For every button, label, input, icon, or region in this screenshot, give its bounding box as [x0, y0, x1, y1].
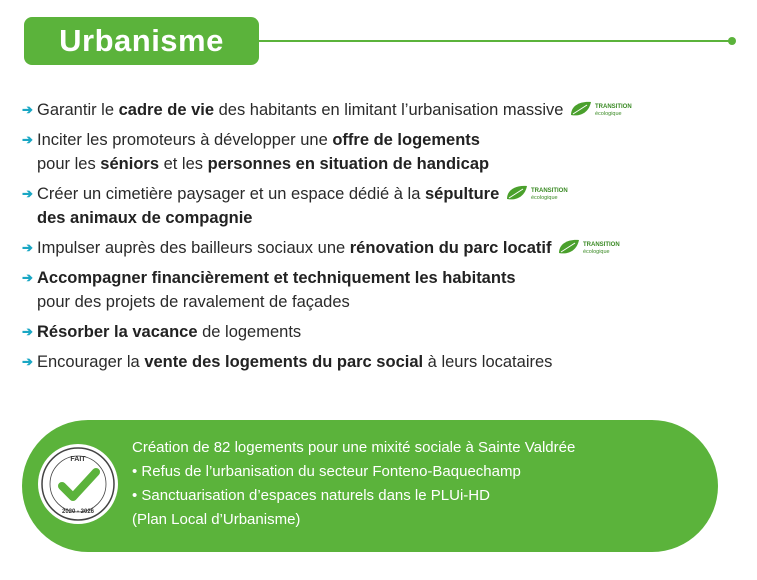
- commitment-line: [37, 128, 742, 152]
- arrow-icon: ➔: [22, 102, 33, 117]
- achievement-line: (Plan Local d’Urbanisme): [132, 511, 301, 528]
- achievement-line: • Refus de l’urbanisation du secteur Fonteno-Baquechamp: [132, 463, 521, 480]
- achievements-text: [132, 436, 575, 532]
- transition-ecologique-leaf-icon: [505, 183, 575, 203]
- text: Encourager la: [37, 353, 145, 371]
- text: à leurs locataires: [423, 353, 553, 371]
- bold-text: cadre de vie: [118, 101, 215, 119]
- badge-bottom-text: 2020 - 2026: [61, 509, 95, 515]
- bold-text: offre de logements: [332, 131, 480, 149]
- transition-ecologique-leaf-icon: [557, 237, 627, 257]
- text: de logements: [197, 323, 302, 341]
- commitment-item: [22, 320, 742, 344]
- commitment-item: [22, 98, 742, 122]
- bold-text: des animaux de compagnie: [37, 209, 253, 227]
- achievement-line: • Sanctuarisation d’espaces naturels dans le PLUi-HD: [132, 487, 490, 504]
- commitment-item: [22, 350, 742, 374]
- commitment-line: [37, 266, 742, 290]
- commitment-line: [37, 152, 742, 176]
- bold-text: rénovation du parc locatif: [349, 239, 552, 257]
- text: pour des projets de ravalement de façades: [37, 293, 350, 311]
- arrow-icon: ➔: [22, 354, 33, 369]
- checkmark-seal-icon: [38, 444, 118, 524]
- arrow-icon: ➔: [22, 324, 33, 339]
- title-divider-dot: [728, 37, 736, 45]
- bold-text: sépulture: [424, 185, 500, 203]
- text: Impulser auprès des bailleurs sociaux une: [37, 239, 350, 257]
- commitment-line: [37, 182, 742, 206]
- text: Inciter les promoteurs à développer une: [37, 131, 333, 149]
- bold-text: Résorber la vacance: [37, 323, 198, 341]
- tag-line2: écologique: [583, 248, 611, 255]
- commitment-item: [22, 182, 742, 230]
- section-title-pill: [24, 17, 259, 65]
- tag-line1: TRANSITION: [583, 241, 621, 248]
- commitment-line: [37, 236, 742, 260]
- achievement-line: Création de 82 logements pour une mixité sociale à Sainte Valdrée: [132, 439, 576, 456]
- tag-line2: écologique: [595, 110, 623, 117]
- bold-text: Accompagner financièrement et techniquement les habitants: [37, 269, 516, 287]
- commitment-line: [37, 98, 742, 122]
- section-title: Urbanisme: [59, 23, 224, 58]
- commitment-item: [22, 236, 742, 260]
- achievements-box: [22, 420, 718, 552]
- tag-line1: TRANSITION: [531, 187, 568, 194]
- arrow-icon: ➔: [22, 132, 33, 147]
- bold-text: vente des logements du parc social: [144, 353, 424, 371]
- commitment-item: [22, 128, 742, 176]
- transition-ecologique-leaf-icon: [569, 99, 639, 119]
- commitments-list: [22, 98, 742, 380]
- commitment-line: [37, 350, 742, 374]
- title-divider-line: [259, 40, 731, 42]
- commitment-line: [37, 290, 742, 314]
- commitment-line: [37, 320, 742, 344]
- bold-text: séniors: [100, 155, 159, 173]
- text: des habitants en limitant l’urbanisation massive: [214, 101, 564, 119]
- commitment-item: [22, 266, 742, 314]
- bold-text: personnes en situation de handicap: [207, 155, 490, 173]
- badge-top-text: FAIT: [70, 456, 86, 463]
- text: Créer un cimetière paysager et un espace dédié à la: [37, 185, 425, 203]
- arrow-icon: ➔: [22, 240, 33, 255]
- tag-line2: écologique: [531, 194, 558, 201]
- tag-line1: TRANSITION: [595, 103, 633, 110]
- arrow-icon: ➔: [22, 270, 33, 285]
- done-badge: [38, 444, 118, 524]
- text: Garantir le: [37, 101, 119, 119]
- commitment-line: [37, 206, 742, 230]
- text: pour les: [37, 155, 101, 173]
- text: et les: [159, 155, 208, 173]
- arrow-icon: ➔: [22, 186, 33, 201]
